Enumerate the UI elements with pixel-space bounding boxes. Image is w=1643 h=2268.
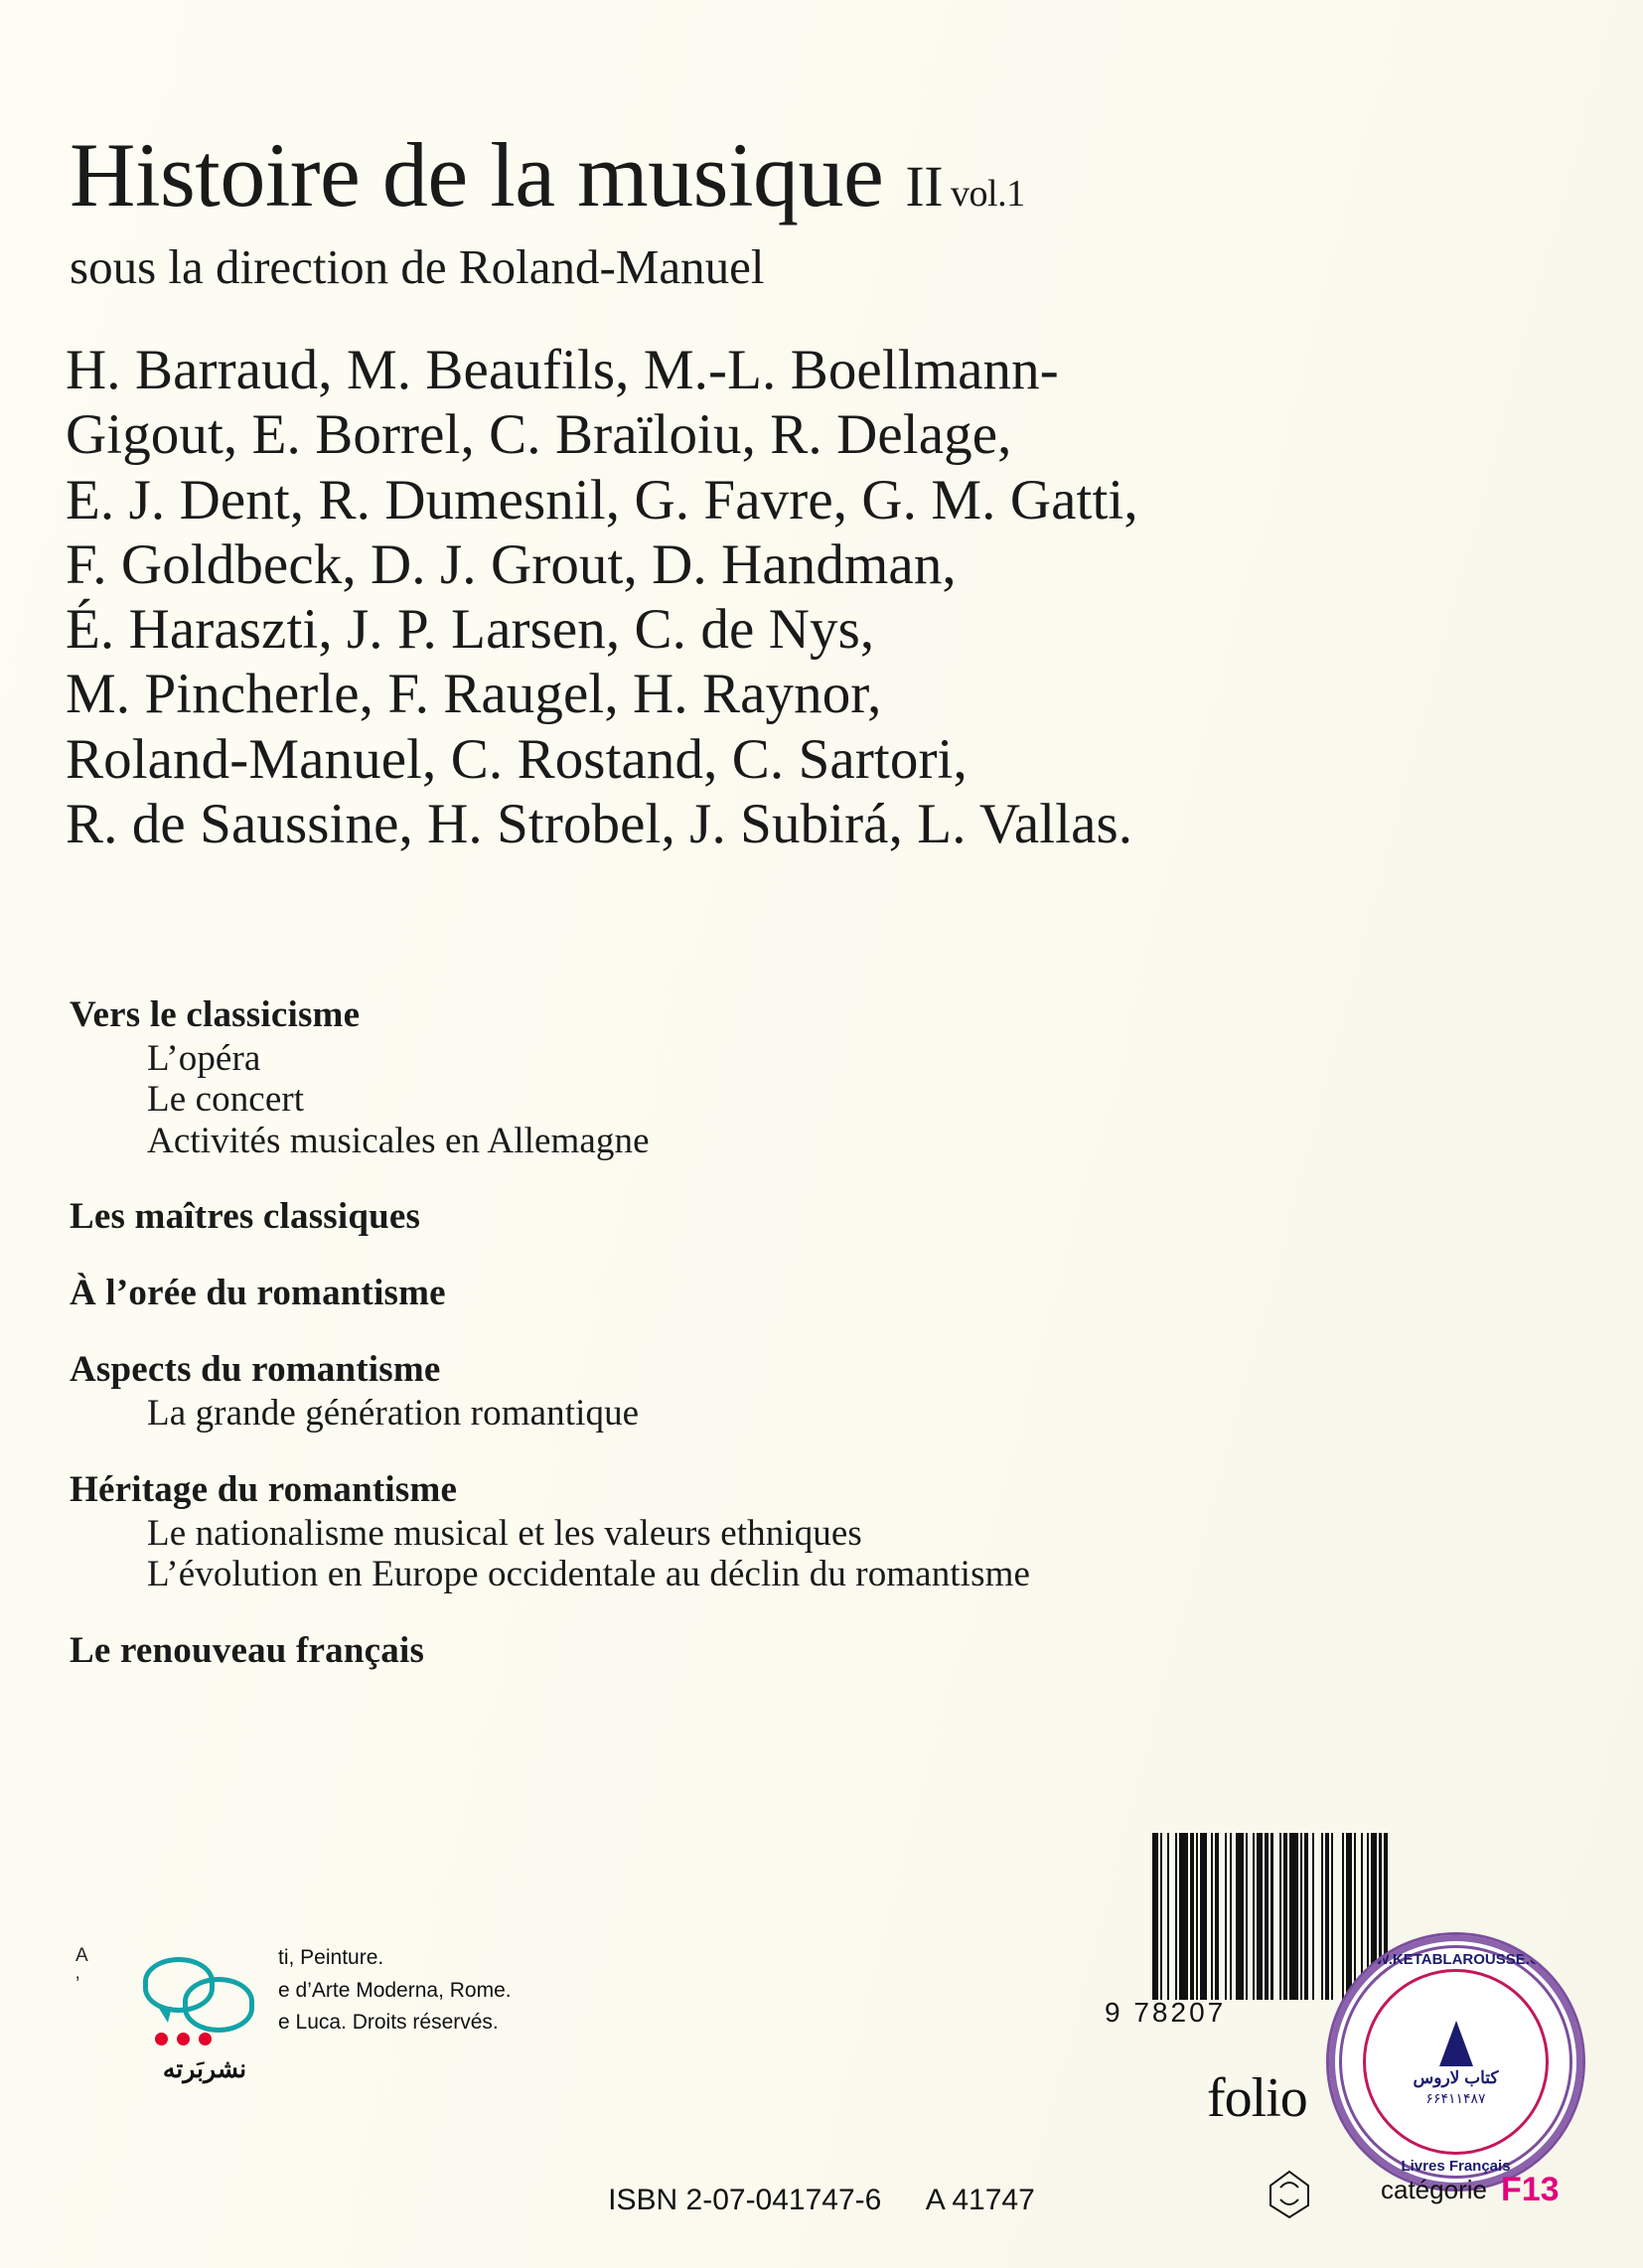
- author-line: H. Barraud, M. Beaufils, M.-L. Boellmann-: [66, 339, 1059, 401]
- volume-roman: II: [905, 154, 944, 219]
- author-line: E. J. Dent, R. Dumesnil, G. Favre, G. M. Gatti,: [66, 468, 1138, 531]
- title-block: [70, 124, 1569, 295]
- speech-bubble-icon: [183, 1977, 254, 2033]
- section-heading: Le renouveau français: [70, 1629, 425, 1671]
- author-line: É. Haraszti, J. P. Larsen, C. de Nys,: [66, 598, 875, 661]
- sticker-top-text: WWW.KETABLAROUSSE.COM: [1347, 1951, 1565, 1968]
- section-item: Activités musicales en Allemagne: [147, 1120, 650, 1161]
- contents-section: [70, 1468, 1599, 1595]
- barcode-digits: 9 78207: [1105, 1997, 1227, 2028]
- contents-section: [70, 1195, 1599, 1238]
- section-heading: À l’orée du romantisme: [70, 1273, 446, 1314]
- eiffel-tower-icon: [1439, 2021, 1473, 2066]
- margin-marks: [75, 1942, 88, 1999]
- publisher-logo: [139, 1947, 268, 2096]
- isbn-text: ISBN 2-07-041747-6: [608, 2184, 882, 2216]
- sticker-arabic-name: کتاب لاروس: [1413, 2068, 1499, 2087]
- author-line: Gigout, E. Borrel, C. Braïloiu, R. Delage,: [66, 403, 1012, 467]
- publisher-name: نشربَرته: [162, 2055, 247, 2083]
- sticker-phone: ۶۶۴۱۱۴۸۷: [1425, 2090, 1486, 2106]
- volume-number: vol.1: [951, 173, 1025, 215]
- section-item: Le nationalisme musical et les valeurs ethniques: [147, 1512, 862, 1554]
- credit-line-3: e Luca. Droits réservés.: [278, 2011, 499, 2035]
- margin-mark-2: ’: [75, 1973, 80, 1995]
- folio-logo: folio: [1207, 2067, 1307, 2129]
- section-item: La grande génération romantique: [147, 1393, 640, 1435]
- authors-list: [66, 338, 1595, 856]
- contents-section: [70, 993, 1599, 1161]
- title-text: Histoire de la musique: [70, 124, 884, 226]
- section-heading: Vers le classicisme: [70, 994, 361, 1035]
- dots-icon: [155, 2033, 212, 2045]
- reference-code: A 41747: [925, 2184, 1035, 2216]
- page-title: [70, 124, 1569, 226]
- category-badge: [1381, 2171, 1560, 2209]
- direction-credit: sous la direction de Roland-Manuel: [70, 239, 765, 294]
- section-heading: Héritage du romantisme: [70, 1468, 458, 1510]
- section-heading: Aspects du romantisme: [70, 1349, 441, 1391]
- category-label: catégorie: [1381, 2175, 1487, 2204]
- sticker-inner: [1363, 1969, 1549, 2155]
- margin-mark-1: A: [75, 1945, 88, 1966]
- category-code: F13: [1500, 2171, 1560, 2208]
- section-item: Le concert: [147, 1079, 305, 1121]
- author-line: M. Pincherle, F. Raugel, H. Raynor,: [66, 663, 882, 726]
- image-credits: [278, 1942, 512, 2040]
- credit-line-2: e d’Arte Moderna, Rome.: [278, 1978, 512, 2002]
- author-line: F. Goldbeck, D. J. Grout, D. Handman,: [66, 532, 957, 596]
- author-line: R. de Saussine, H. Strobel, J. Subirá, L. Vallas.: [66, 792, 1133, 855]
- section-heading: Les maîtres classiques: [70, 1196, 421, 1238]
- credit-line-1: ti, Peinture.: [278, 1946, 384, 1969]
- contents-list: [70, 993, 1599, 1678]
- contents-section: [70, 1348, 1599, 1434]
- section-item: L’évolution en Europe occidentale au déclin du romantisme: [147, 1554, 1030, 1595]
- sticker-bottom-text: Livres Français: [1401, 2158, 1511, 2175]
- contents-section: [70, 1629, 1599, 1672]
- author-line: Roland-Manuel, C. Rostand, C. Sartori,: [66, 727, 968, 791]
- contents-section: [70, 1272, 1599, 1314]
- section-item: L’opéra: [147, 1038, 261, 1079]
- bookstore-sticker: [1326, 1932, 1585, 2192]
- gallimard-logo: [1257, 2166, 1322, 2221]
